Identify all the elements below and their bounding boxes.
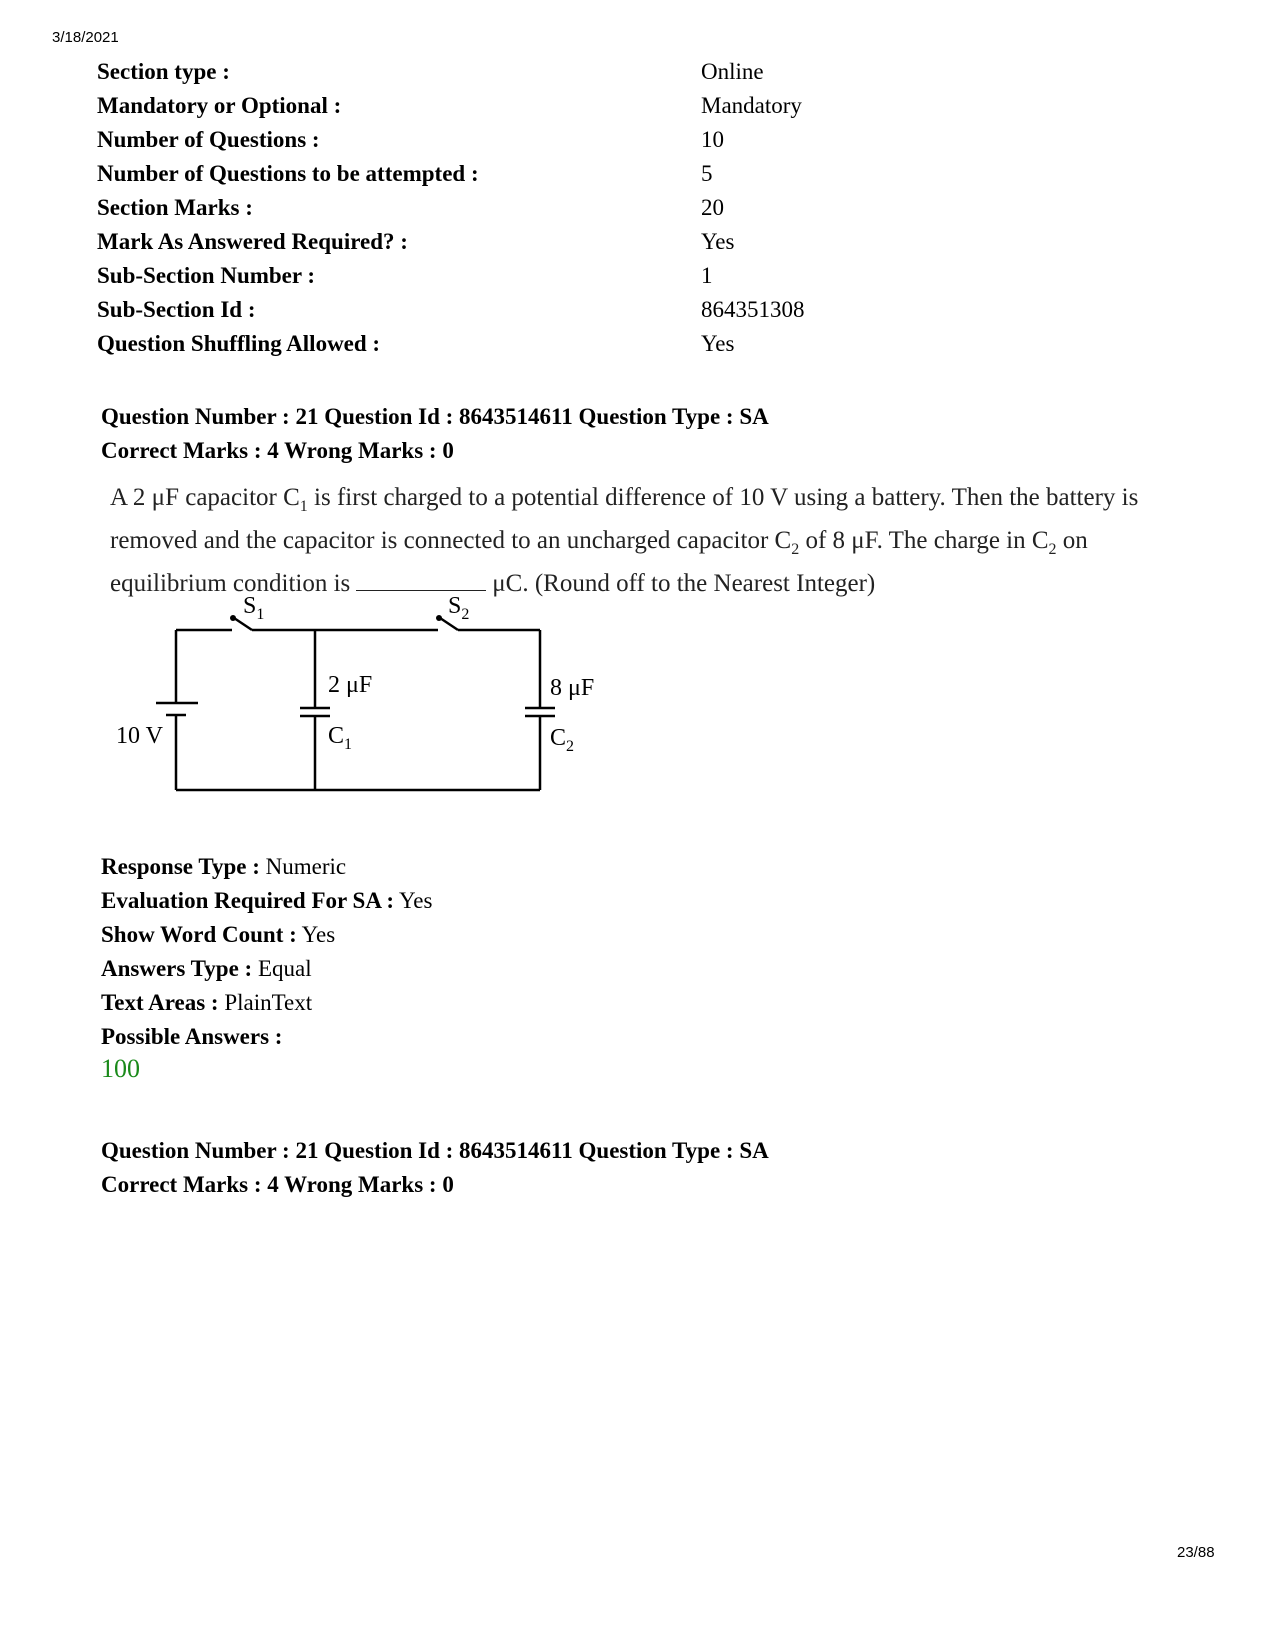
answer-blank — [356, 572, 486, 591]
switch-s1-label: $S_1$ — [243, 593, 265, 623]
info-label: Sub-Section Id : — [97, 297, 256, 322]
subscript: 2 — [791, 541, 800, 558]
response-value: Yes — [394, 888, 433, 913]
question-text-part: μC. (Round off to the Nearest Integer) — [492, 570, 876, 597]
response-value: Yes — [296, 922, 336, 947]
response-row — [101, 952, 432, 986]
capacitor-c2-value: 8 μF — [550, 675, 595, 701]
response-details — [101, 850, 432, 1054]
section-info-row — [97, 125, 1097, 159]
response-label: Answers Type : — [101, 956, 253, 981]
info-label: Sub-Section Number : — [97, 263, 316, 288]
info-label: Number of Questions to be attempted : — [97, 161, 479, 186]
question-id-line: Question Number : 21 Question Id : 8643514611 Question Type : SA — [101, 1138, 769, 1163]
info-value: Yes — [701, 331, 735, 356]
question-text-part: on equilibrium condition is — [110, 527, 1088, 597]
question-text-part: of 8 μF. The charge in C — [799, 527, 1049, 554]
response-value: PlainText — [218, 990, 313, 1015]
info-label: Mark As Answered Required? : — [97, 229, 408, 254]
question-marks-line: Correct Marks : 4 Wrong Marks : 0 — [101, 438, 454, 463]
info-value: Online — [701, 59, 764, 84]
print-date: 3/18/2021 — [52, 29, 119, 46]
page-number: 23/88 — [1177, 1544, 1215, 1561]
section-info-row — [97, 57, 1097, 91]
info-label: Number of Questions : — [97, 127, 320, 152]
subscript: 1 — [299, 498, 308, 515]
capacitor-c1-value: 2 μF — [328, 672, 373, 698]
section-info-row — [97, 261, 1097, 295]
section-info-row — [97, 159, 1097, 193]
question-text-part: A 2 μF capacitor C — [110, 484, 300, 511]
response-row — [101, 1020, 432, 1054]
switch-s1-blade — [234, 618, 252, 630]
response-row — [101, 986, 432, 1020]
info-value: Mandatory — [701, 93, 802, 118]
switch-s2-label: $S_2$ — [448, 593, 470, 623]
question-id-line: Question Number : 21 Question Id : 8643514611 Question Type : SA — [101, 404, 769, 429]
info-value: 1 — [701, 263, 713, 288]
info-value: 10 — [701, 127, 724, 152]
section-info-row — [97, 193, 1097, 227]
question-text — [110, 476, 1185, 605]
section-info-row — [97, 329, 1097, 363]
response-row — [101, 918, 432, 952]
subscript: 2 — [1048, 541, 1057, 558]
info-label: Section type : — [97, 59, 230, 84]
info-label: Mandatory or Optional : — [97, 93, 342, 118]
question-header — [101, 1134, 769, 1202]
possible-answer: 100 — [101, 1054, 140, 1083]
info-label: Section Marks : — [97, 195, 253, 220]
response-label: Evaluation Required For SA : — [101, 888, 395, 913]
response-value: Equal — [252, 956, 312, 981]
capacitor-c1-label: $C_1$ — [328, 723, 353, 753]
response-label: Response Type : — [101, 854, 260, 879]
response-label: Possible Answers : — [101, 1024, 283, 1049]
response-label: Text Areas : — [101, 990, 219, 1015]
question-text-part: is first charged to a potential difference of 10 V using a battery. Then the battery is removed and the capacitor is connected to an uncharged capacitor C — [110, 484, 1139, 554]
section-info-row — [97, 91, 1097, 125]
capacitor-c2-label: $C_2$ — [550, 725, 575, 755]
response-row — [101, 850, 432, 884]
battery-label: 10 V — [116, 723, 163, 749]
info-value: 864351308 — [701, 297, 805, 322]
switch-s2-blade — [440, 618, 458, 630]
question-marks-line: Correct Marks : 4 Wrong Marks : 0 — [101, 1172, 454, 1197]
section-info-row — [97, 227, 1097, 261]
response-value: Numeric — [259, 854, 347, 879]
switch-s2-contact — [436, 615, 442, 621]
response-label: Show Word Count : — [101, 922, 297, 947]
switch-s1-contact — [230, 615, 236, 621]
section-info-row — [97, 295, 1097, 329]
info-value: 20 — [701, 195, 724, 220]
response-row — [101, 884, 432, 918]
circuit-diagram — [110, 593, 630, 830]
question-header — [101, 400, 769, 468]
info-label: Question Shuffling Allowed : — [97, 331, 381, 356]
info-value: Yes — [701, 229, 735, 254]
info-value: 5 — [701, 161, 713, 186]
section-info-table — [97, 57, 1097, 363]
